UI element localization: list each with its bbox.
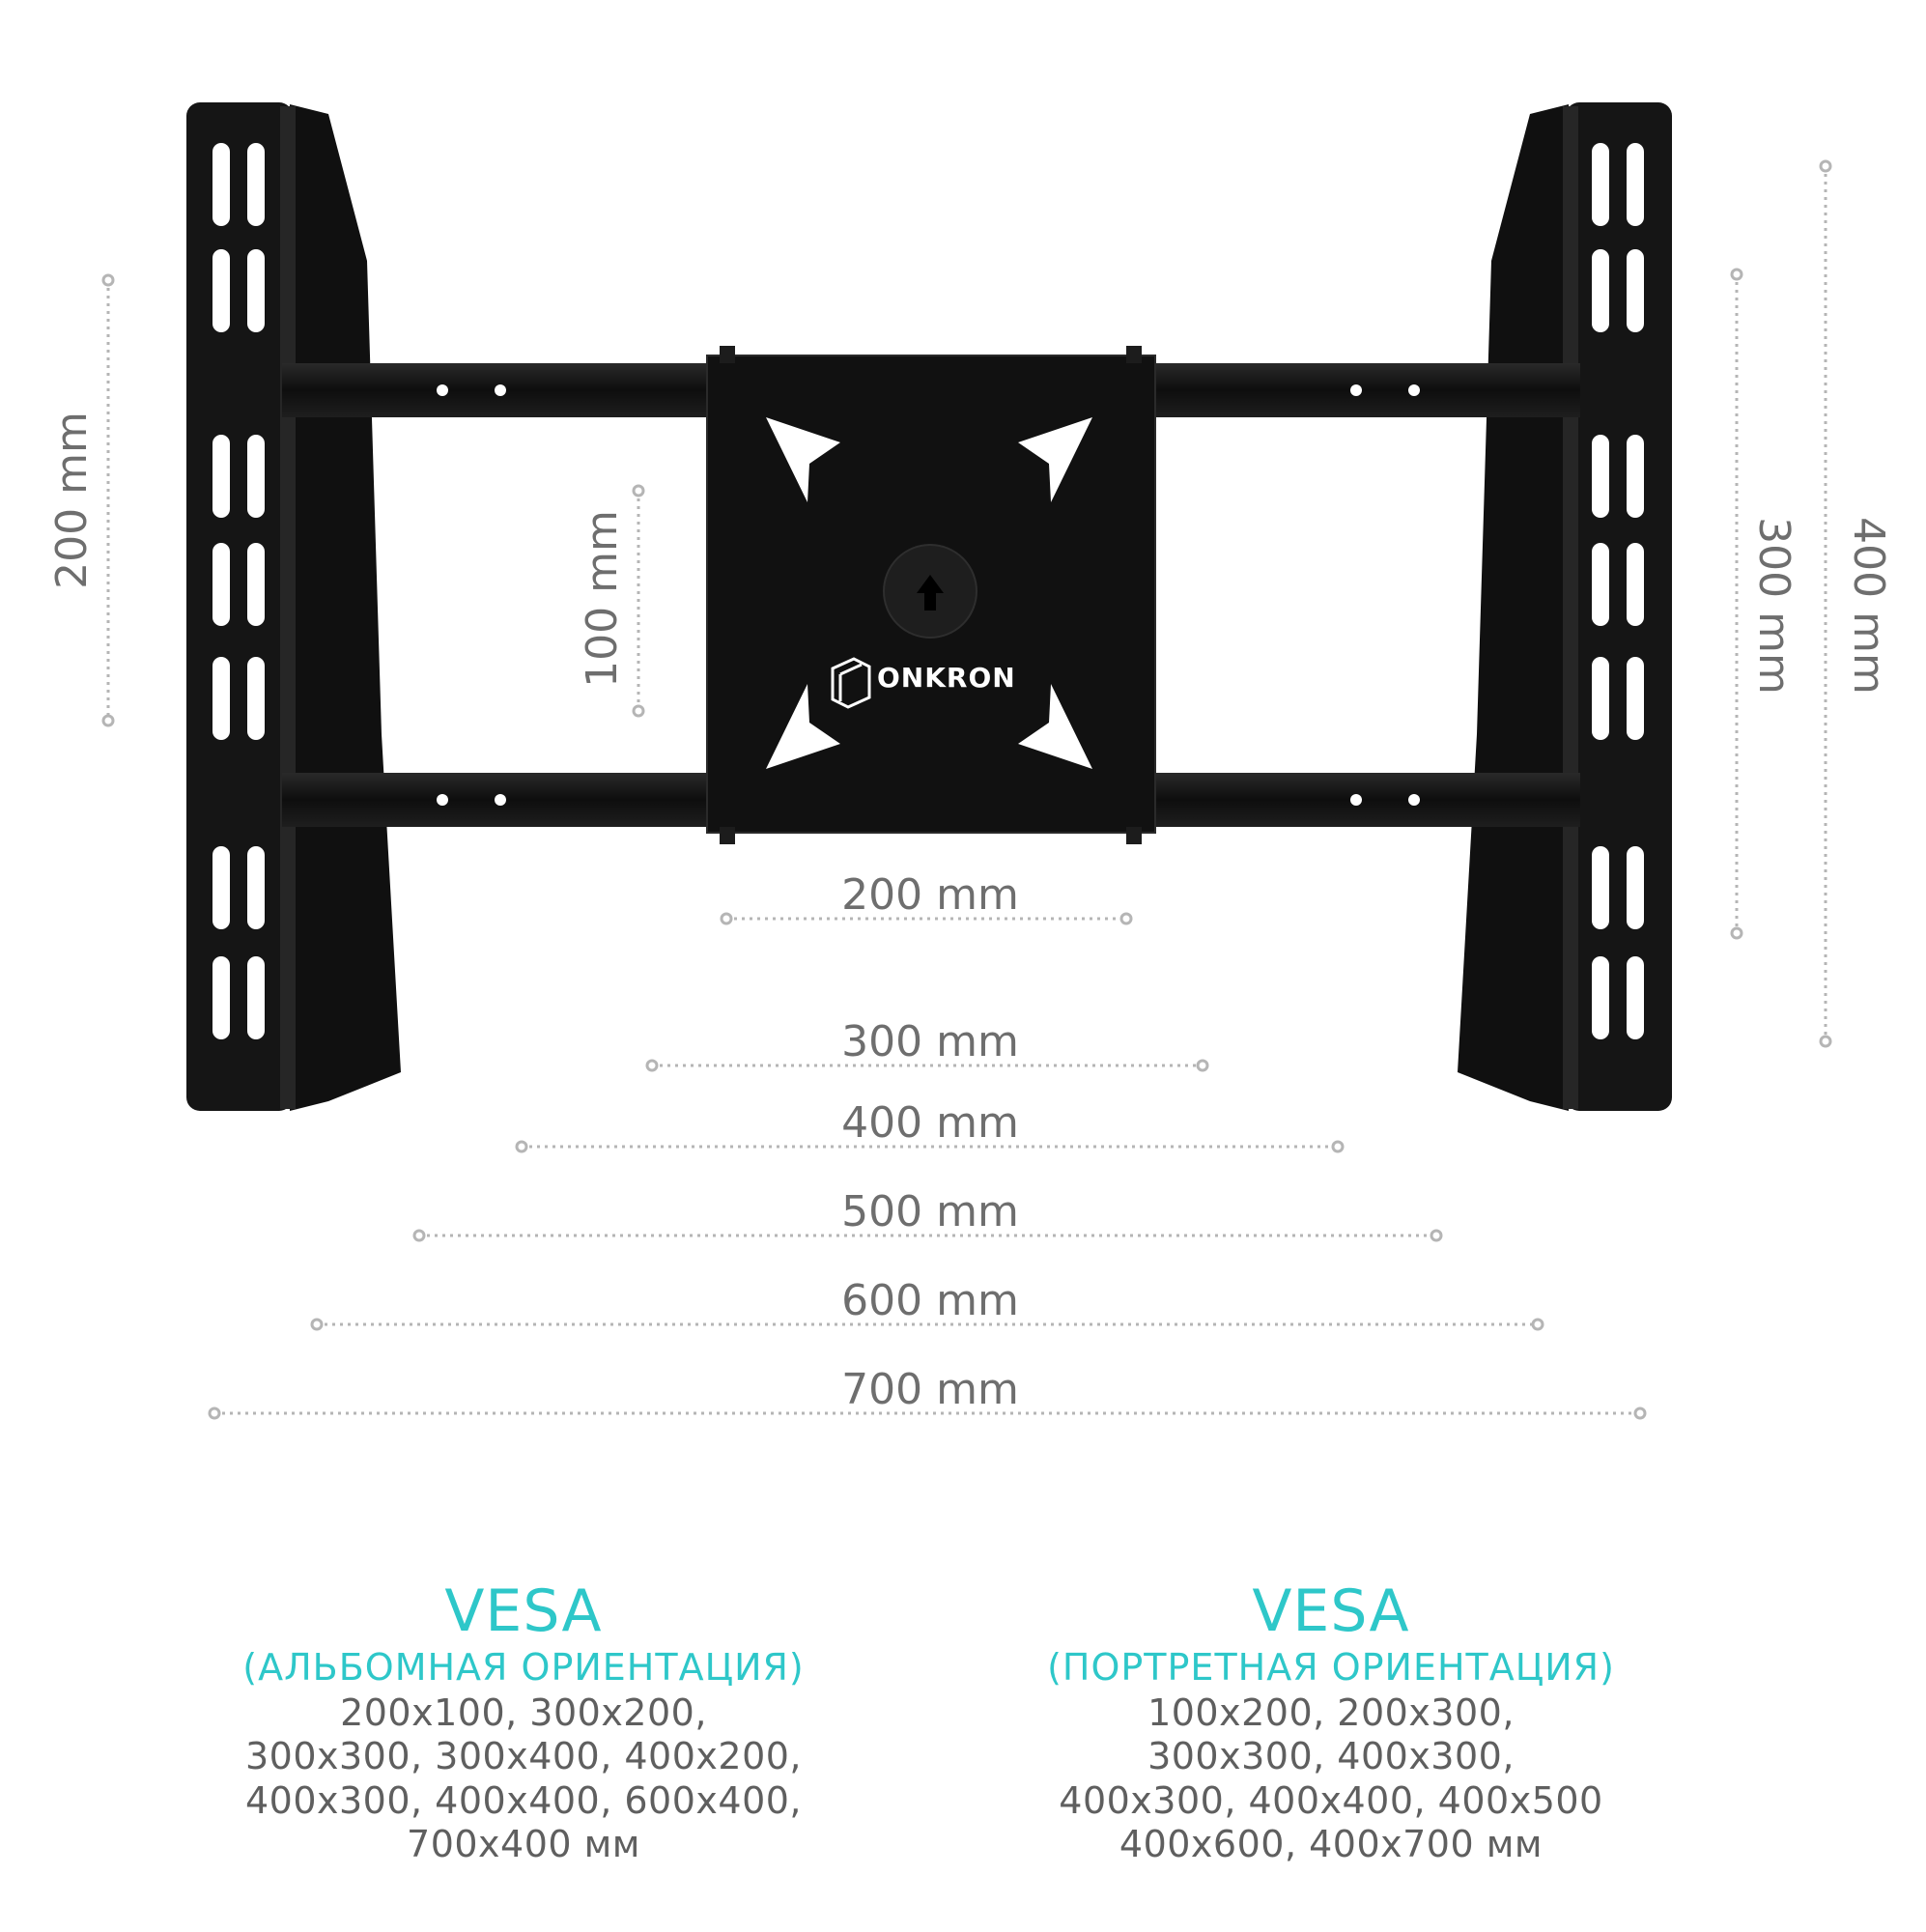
- vesa-landscape-line: 200x100, 300x200,: [340, 1690, 707, 1734]
- rail-hole: [1350, 384, 1362, 396]
- mounting-slot: [1627, 143, 1644, 226]
- vesa-landscape-block: [156, 1579, 891, 1867]
- vesa-portrait-line: 300x300, 400x300,: [1147, 1735, 1515, 1778]
- mounting-slot: [247, 956, 265, 1039]
- mounting-slot: [1592, 143, 1609, 226]
- dimension-endpoint: [1635, 1408, 1645, 1418]
- mounting-slot: [1627, 956, 1644, 1039]
- mounting-slot: [212, 657, 230, 740]
- vesa-landscape-line: 400x300, 400x400, 600x400,: [244, 1778, 803, 1822]
- mounting-slot: [247, 846, 265, 929]
- dimension-endpoint: [1821, 1037, 1830, 1046]
- mounting-slot: [247, 435, 265, 518]
- dim-label-600-horizontal: 600 mm: [841, 1276, 1019, 1325]
- dimension-endpoint: [634, 486, 643, 496]
- dimension-endpoint: [1821, 161, 1830, 171]
- dimension-endpoint: [312, 1320, 322, 1329]
- vesa-landscape-line: 700x400 мм: [407, 1823, 640, 1866]
- dimension-endpoint: [1732, 928, 1742, 938]
- mounting-slot: [1592, 543, 1609, 626]
- dimension-endpoint: [722, 914, 731, 923]
- mounting-slot: [1592, 249, 1609, 332]
- dimension-endpoint: [414, 1231, 424, 1240]
- rail-hole: [495, 794, 506, 806]
- mounting-slot: [212, 956, 230, 1039]
- dim-label-700-horizontal: 700 mm: [841, 1365, 1019, 1414]
- dim-label-200-horizontal: 200 mm: [841, 870, 1019, 920]
- vesa-portrait-block: [964, 1579, 1698, 1867]
- vesa-portrait-line: 400x600, 400x700 мм: [1119, 1823, 1544, 1866]
- dimension-endpoint: [103, 275, 113, 285]
- mounting-slot: [1592, 846, 1609, 929]
- rail-hole: [495, 384, 506, 396]
- vesa-portrait-title: VESA: [1252, 1577, 1410, 1645]
- mounting-slot: [247, 543, 265, 626]
- dim-label-400-horizontal: 400 mm: [841, 1098, 1019, 1148]
- mounting-slot: [212, 543, 230, 626]
- mounting-slot: [247, 657, 265, 740]
- vesa-landscape-title: VESA: [444, 1577, 603, 1645]
- mounting-slot: [1627, 435, 1644, 518]
- mounting-slot: [1627, 846, 1644, 929]
- mounting-slot: [212, 846, 230, 929]
- mounting-slot: [1627, 657, 1644, 740]
- dimension-endpoint: [647, 1061, 657, 1070]
- vesa-portrait-line: 400x300, 400x400, 400x500: [1059, 1778, 1603, 1822]
- mounting-slot: [247, 143, 265, 226]
- dimension-endpoint: [1198, 1061, 1207, 1070]
- dim-label-300-horizontal: 300 mm: [841, 1017, 1019, 1066]
- dimension-endpoint: [1121, 914, 1131, 923]
- brand-logo-text: ONKRON: [877, 662, 1016, 694]
- mounting-slot: [212, 435, 230, 518]
- dim-label-300-vertical: 300 mm: [1749, 517, 1799, 695]
- rail-hole: [437, 794, 448, 806]
- dimension-endpoint: [103, 716, 113, 725]
- dimension-endpoint: [210, 1408, 219, 1418]
- mounting-slot: [1592, 657, 1609, 740]
- dimension-endpoint: [1533, 1320, 1543, 1329]
- dim-label-500-horizontal: 500 mm: [841, 1187, 1019, 1236]
- vesa-landscape-line: 300x300, 300x400, 400x200,: [244, 1735, 803, 1778]
- dimension-endpoint: [1732, 270, 1742, 279]
- dim-label-400-vertical: 400 mm: [1844, 517, 1893, 695]
- center-plate: [707, 346, 1155, 844]
- vesa-portrait-line: 100x200, 200x300,: [1147, 1690, 1515, 1734]
- mounting-slot: [1627, 249, 1644, 332]
- mounting-slot: [212, 143, 230, 226]
- mounting-slot: [212, 249, 230, 332]
- dimension-endpoint: [634, 706, 643, 716]
- mounting-slot: [247, 249, 265, 332]
- mounting-slot: [1592, 435, 1609, 518]
- dim-label-200-vertical: 200 mm: [47, 412, 97, 589]
- vesa-portrait-subtitle: (ПОРТРЕТНАЯ ОРИЕНТАЦИЯ): [1047, 1646, 1615, 1689]
- vesa-landscape-subtitle: (АЛЬБОМНАЯ ОРИЕНТАЦИЯ): [242, 1646, 805, 1689]
- dimension-endpoint: [517, 1142, 526, 1151]
- mounting-slot: [1592, 956, 1609, 1039]
- dimension-endpoint: [1431, 1231, 1441, 1240]
- mounting-slot: [1627, 543, 1644, 626]
- rail-hole: [1408, 384, 1420, 396]
- dimension-endpoint: [1333, 1142, 1343, 1151]
- dim-label-100-vertical: 100 mm: [578, 510, 627, 688]
- rail-hole: [1408, 794, 1420, 806]
- rail-hole: [437, 384, 448, 396]
- rail-hole: [1350, 794, 1362, 806]
